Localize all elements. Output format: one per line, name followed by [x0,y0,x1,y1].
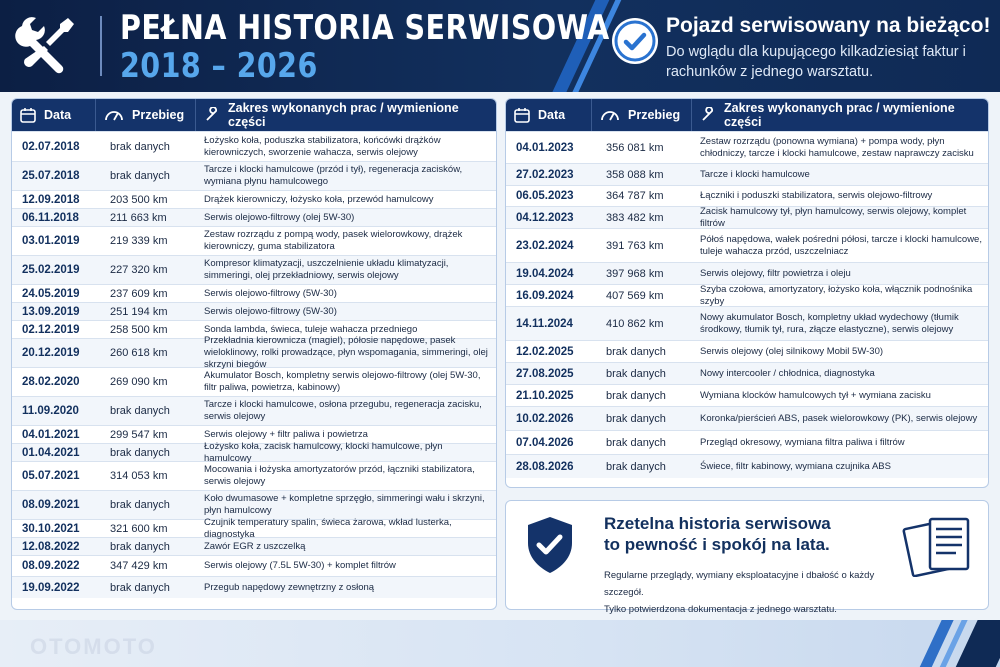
row-mileage: 407 569 km [606,289,664,302]
row-date: 11.09.2020 [22,405,79,417]
row-mileage: 321 600 km [110,522,168,535]
row-scope: Akumulator Bosch, kompletny serwis olejowo-filtrowy (olej 5W-30, filtr paliwa, powietrza, kabinowy) [204,370,481,393]
year-range: 2018 – 2026 [120,46,318,86]
row-scope: Świece, filtr kabinowy, wymiana czujnika ABS [700,460,891,472]
row-mileage: 397 968 km [606,267,664,280]
row-mileage: 203 500 km [110,193,168,206]
row-scope: Zestaw rozrządu z pompą wody, pasek wielorowkowy, drążek kierowniczy, guma stabilizatora [204,229,463,252]
promo-title [604,513,904,555]
row-mileage: brak danych [606,412,666,425]
wrench-screwdriver-icon [14,12,80,78]
row-date: 23.02.2024 [516,239,574,252]
row-date: 20.12.2019 [22,347,80,359]
row-date: 16.09.2024 [516,289,574,302]
table-row [506,406,988,430]
table-row [12,208,496,226]
promo-text-line2: Tylko potwierdzona dokumentacja z jednego warsztatu. [604,604,837,615]
row-scope: Zestaw rozrządu (ponowna wymiana) + pompa wody, płyn chłodniczy, tarcze i klocki hamulcowe, zestaw naprawczy zacisku [700,135,974,159]
row-scope: Serwis olejowy + filtr paliwa i powietrza [204,428,368,440]
row-date: 25.07.2018 [22,170,80,182]
row-mileage: brak danych [110,405,170,417]
row-date: 04.01.2021 [22,428,80,441]
col-scope [196,99,496,131]
row-mileage: brak danych [110,170,170,182]
speedometer-icon [600,107,620,123]
table-row [506,306,988,340]
row-scope: Serwis olejowy, filtr powietrza i oleju [700,267,851,279]
table-row [506,384,988,406]
speedometer-icon [104,107,124,123]
table-row [12,555,496,576]
row-scope: Przegub napędowy zewnętrzny z osłoną [204,581,375,593]
row-mileage: brak danych [606,367,666,380]
col-date-label: Data [538,108,566,122]
row-date: 12.02.2025 [516,345,574,358]
row-mileage: brak danych [110,446,170,459]
header-right-subtitle: Do wglądu dla kupującego kilkadziesiąt faktur i rachunków z jednego warsztatu. [666,44,966,80]
header-divider [100,16,102,76]
table-body [12,131,496,598]
row-mileage: 410 862 km [606,317,664,330]
row-mileage: 227 320 km [110,264,168,276]
row-mileage: brak danych [110,581,170,594]
row-scope: Łożysko koła, poduszka stabilizatora, końcówki drążków kierowniczych, sworzenie wahacza, serwis olejowy [204,134,441,158]
row-scope: Sonda lambda, świeca, tuleje wahacza przedniego [204,323,418,335]
row-date: 19.09.2022 [22,581,80,594]
row-scope: Półoś napędowa, wałek pośredni półosi, tarcze i klocki hamulcowe, tuleje wahacza przód, uszczelniacz [700,233,982,257]
row-scope: Koło dwumasowe + kompletne sprzęgło, simmeringi wału i skrzyni, płyn hamulcowy [204,493,485,516]
table-header [506,99,988,131]
row-mileage: 347 429 km [110,560,168,572]
row-scope: Tarcze i klocki hamulcowe (przód i tył), regeneracja zacisków, wymiana płynu hamulcowego [204,164,463,187]
calendar-icon [20,107,36,123]
row-mileage: brak danych [110,540,170,553]
row-date: 02.12.2019 [22,323,80,336]
row-mileage: brak danych [606,389,666,402]
col-scope [692,99,988,131]
wrench-icon [700,107,716,123]
row-date: 12.09.2018 [22,193,80,206]
table-row [12,335,496,370]
row-date: 27.02.2023 [516,168,574,181]
row-scope: Czujnik temperatury spalin, świeca żarowa, wkład lusterka, diagnostyka [204,516,452,540]
row-scope: Serwis olejowy (7.5L 5W-30) + komplet filtrów [204,560,396,571]
row-mileage: 314 053 km [110,470,168,482]
row-scope: Serwis olejowo-filtrowy (5W-30) [204,305,337,317]
row-scope: Szyba czołowa, amortyzatory, łożysko koła, włącznik podnośnika szyby [700,283,973,307]
row-date: 12.08.2022 [22,540,80,553]
check-circle-icon [612,18,658,64]
row-date: 06.11.2018 [22,211,79,224]
col-mileage-label: Przebieg [132,108,185,122]
row-scope: Przegląd okresowy, wymiana filtra paliwa i filtrów [700,436,905,448]
col-date [506,99,592,131]
table-row [506,163,988,185]
row-scope: Łożysko koła, zacisk hamulcowy, klocki hamulcowe, płyn hamulcowy [204,440,443,464]
row-mileage: 358 088 km [606,168,664,181]
row-scope: Tarcze i klocki hamulcowe [700,168,810,180]
table-row [506,206,988,228]
row-date: 28.08.2026 [516,460,574,473]
row-mileage: brak danych [110,499,170,511]
table-row [12,226,496,255]
footer-band [0,620,1000,667]
table-row [12,576,496,598]
row-mileage: 211 663 km [110,211,167,224]
table-row [506,131,988,163]
table-row [12,440,496,464]
col-date-label: Data [44,108,72,122]
row-date: 13.09.2019 [22,305,80,318]
row-date: 03.01.2019 [22,235,80,247]
row-date: 14.11.2024 [516,317,573,330]
table-header [12,99,496,131]
shield-check-icon [524,515,576,575]
row-date: 07.04.2026 [516,436,574,449]
row-mileage: brak danych [110,140,170,153]
service-table-right [505,98,989,488]
watermark-logo: OTOMOTO [30,634,157,659]
table-row [506,340,988,362]
row-mileage: 251 194 km [110,305,168,318]
row-scope: Przekładnia kierownicza (magiel), półosie napędowe, pasek wieloklinowy, rolki prowadzące, płyn wspomagania, simmeringi, olej skrzyni biegów [204,335,488,370]
row-mileage: 269 090 km [110,376,168,388]
row-scope: Koronka/pierścień ABS, pasek wielorowkowy (PK), serwis olejowy [700,412,978,424]
row-mileage: 299 547 km [110,428,168,441]
header-banner [0,0,1000,92]
row-date: 21.10.2025 [516,389,574,402]
promo-text [604,567,904,618]
row-scope: Nowy intercooler / chłodnica, diagnostyka [700,367,875,379]
row-mileage: 237 609 km [110,287,168,300]
calendar-icon [514,107,530,123]
service-table-left [11,98,497,610]
table-row [12,255,496,284]
row-date: 05.07.2021 [22,470,80,482]
col-scope-label: Zakres wykonanych prac / wymienione części [724,101,955,129]
row-date: 19.04.2024 [516,267,574,280]
row-scope: Tarcze i klocki hamulcowe, osłona przegubu, regeneracja zacisku, serwis olejowy [204,399,482,422]
row-scope: Serwis olejowo-filtrowy (5W-30) [204,287,337,299]
row-scope: Serwis olejowy (olej silnikowy Mobil 5W-30) [700,345,884,357]
promo-text-line1: Regularne przeglądy, wymiany eksploatacyjne i dbałość o każdy szczegół. [604,570,875,598]
row-mileage: brak danych [606,460,666,473]
table-row [12,537,496,555]
row-mileage: brak danych [606,436,666,449]
table-row [506,362,988,384]
row-date: 04.12.2023 [516,211,574,224]
row-date: 04.01.2023 [516,141,574,154]
row-date: 02.07.2018 [22,140,80,153]
table-row [12,396,496,425]
table-row [12,161,496,190]
row-mileage: 219 339 km [110,235,168,247]
table-row [506,228,988,262]
row-date: 24.05.2019 [22,287,80,300]
row-date: 30.10.2021 [22,522,80,535]
row-scope: Łączniki i poduszki stabilizatora, serwis olejowo-filtrowy [700,190,933,201]
col-mileage [592,99,692,131]
row-date: 27.08.2025 [516,367,574,380]
header-right-title: Pojazd serwisowany na bieżąco! [666,14,991,37]
row-mileage: 391 763 km [606,239,664,252]
table-row [12,284,496,302]
row-scope: Wymiana klocków hamulcowych tył + wymiana zacisku [700,389,931,401]
col-mileage [96,99,196,131]
table-body [506,131,988,478]
col-scope-label: Zakres wykonanych prac / wymienione części [228,101,459,129]
row-mileage: 258 500 km [110,323,168,336]
col-mileage-label: Przebieg [628,108,681,122]
page-title: PEŁNA HISTORIA SERWISOWA [120,8,610,48]
row-date: 10.02.2026 [516,412,574,425]
row-date: 08.09.2021 [22,499,80,511]
row-scope: Drążek kierowniczy, łożysko koła, przewód hamulcowy [204,193,434,205]
row-scope: Zawór EGR z uszczelką [204,540,306,552]
row-mileage: 260 618 km [110,347,168,359]
promo-box [505,500,989,615]
promo-title-line1: Rzetelna historia serwisowa [604,514,831,533]
row-mileage: 383 482 km [606,211,664,224]
row-date: 25.02.2019 [22,264,80,276]
row-mileage: 356 081 km [606,141,664,154]
row-scope: Mocowania i łożyska amortyzatorów przód, łączniki stabilizatora, serwis olejowy [204,464,475,487]
table-row [506,430,988,454]
table-row [12,490,496,519]
table-row [506,185,988,206]
wrench-icon [204,107,220,123]
row-date: 08.09.2022 [22,560,80,572]
table-row [12,461,496,490]
row-mileage: brak danych [606,345,666,358]
row-date: 01.04.2021 [22,446,80,459]
table-row [12,190,496,208]
promo-title-line2: to pewność i spokój na lata. [604,535,830,554]
row-scope: Nowy akumulator Bosch, kompletny układ wydechowy (tłumik środkowy, tłumik tył, rura, złącze elastyczne), serwis olejowy [700,311,959,335]
table-row [506,262,988,284]
documents-icon [902,513,976,577]
row-scope: Kompresor klimatyzacji, uszczelnienie układu klimatyzacji, simmeringi, olej przekładniowy, serwis olejowy [204,258,449,281]
table-row [12,367,496,396]
table-row [506,284,988,306]
col-date [12,99,96,131]
table-row [12,302,496,320]
row-mileage: 364 787 km [606,190,664,202]
row-scope: Serwis olejowo-filtrowy (olej 5W-30) [204,211,355,223]
row-date: 28.02.2020 [22,376,80,388]
table-row [12,131,496,161]
row-date: 06.05.2023 [516,190,574,202]
table-row [506,454,988,478]
row-scope: Zacisk hamulcowy tył, płyn hamulcowy, serwis olejowy, komplet filtrów [700,205,967,229]
table-row [12,516,496,540]
